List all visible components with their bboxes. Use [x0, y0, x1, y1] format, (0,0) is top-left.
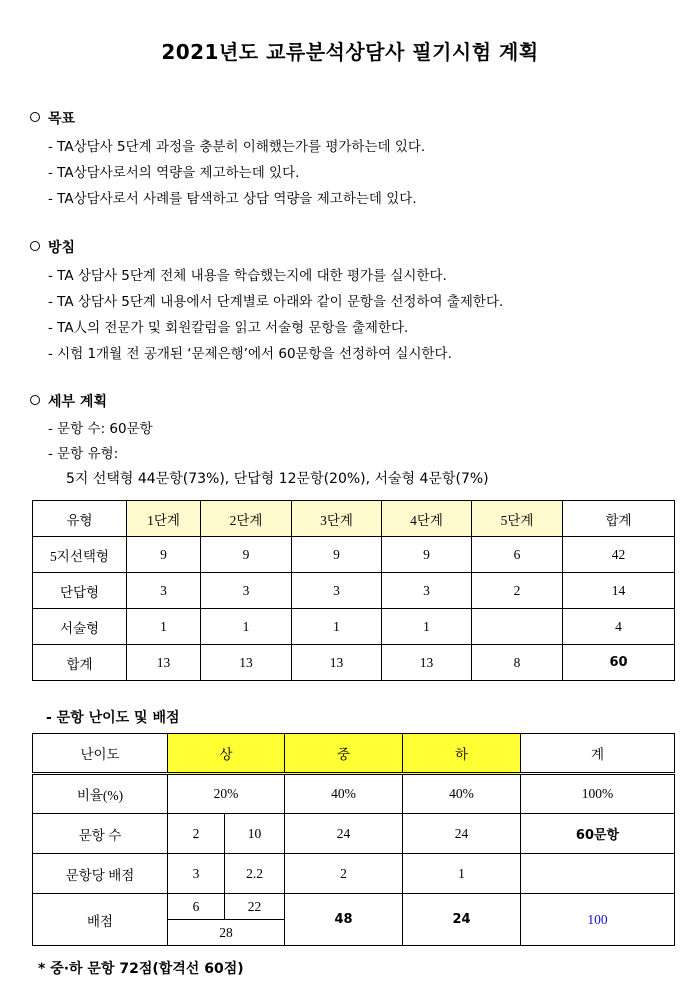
detail-heading: 세부 계획 [30, 391, 107, 411]
header-cell: 3단계 [292, 501, 382, 537]
table-cell: 48 [285, 894, 403, 946]
goal-heading: 목표 [30, 108, 75, 128]
header-cell: 상 [168, 734, 285, 774]
header-cell: 5단계 [472, 501, 563, 537]
table-cell: 40% [285, 774, 403, 814]
circle-bullet-icon [30, 241, 40, 251]
table-row [33, 854, 675, 894]
table-cell: 2 [168, 814, 225, 854]
table-cell: 9 [292, 537, 382, 573]
table-row [33, 774, 675, 814]
detail-count: - 문항 수: 60문항 [48, 421, 153, 437]
table-cell: 2.2 [225, 854, 285, 894]
table-cell: 24 [285, 814, 403, 854]
table-row [33, 814, 675, 854]
policy-item: - 시험 1개월 전 공개된 ‘문제은행’에서 60문항을 선정하여 실시한다. [48, 346, 452, 362]
table-cell: 단답형 [33, 573, 127, 609]
table-cell: 42 [563, 537, 675, 573]
page-title: 2021년도 교류분석상담사 필기시험 계획 [161, 40, 539, 64]
table-cell: 3 [382, 573, 472, 609]
policy-item: - TA 상담사 5단계 전체 내용을 학습했는지에 대한 평가를 실시한다. [48, 268, 447, 284]
table-cell: 14 [563, 573, 675, 609]
policy-heading: 방침 [30, 237, 75, 257]
row-label: 문항당 배점 [33, 854, 168, 894]
goal-item: - TA상담사로서의 역량을 제고하는데 있다. [48, 165, 300, 181]
table-cell [521, 854, 675, 894]
table-cell: 5지선택형 [33, 537, 127, 573]
header-cell: 계 [521, 734, 675, 774]
header-cell: 중 [285, 734, 403, 774]
header-cell: 2단계 [201, 501, 292, 537]
table-cell [472, 609, 563, 645]
table-cell: 40% [403, 774, 521, 814]
goal-item: - TA상담사로서 사례를 탐색하고 상담 역량을 제고하는데 있다. [48, 191, 417, 207]
item-type-table [32, 500, 675, 681]
table-cell: 13 [127, 645, 201, 681]
table-header-row [33, 501, 675, 537]
table-cell: 1 [292, 609, 382, 645]
table-cell: 13 [382, 645, 472, 681]
row-label: 문항 수 [33, 814, 168, 854]
table-cell: 합계 [33, 645, 127, 681]
table-cell: 22 [225, 894, 285, 920]
table-cell: 1 [382, 609, 472, 645]
table-cell: 24 [403, 814, 521, 854]
table-cell: 2 [285, 854, 403, 894]
footnote: * 중·하 문항 72점(합격선 60점) [38, 961, 244, 977]
table-cell: 3 [201, 573, 292, 609]
row-label: 배점 [33, 894, 168, 946]
difficulty-heading: - 문항 난이도 및 배점 [46, 710, 180, 726]
table-cell: 3 [168, 854, 225, 894]
table-cell: 2 [472, 573, 563, 609]
table-cell: 서술형 [33, 609, 127, 645]
table-cell: 28 [168, 920, 285, 946]
header-cell: 유형 [33, 501, 127, 537]
table-cell: 4 [563, 609, 675, 645]
header-cell: 하 [403, 734, 521, 774]
table-cell: 10 [225, 814, 285, 854]
policy-item: - TA人의 전문가 및 회원칼럼을 읽고 서술형 문항을 출제한다. [48, 320, 409, 336]
table-cell: 9 [127, 537, 201, 573]
table-cell: 100% [521, 774, 675, 814]
table-row [33, 894, 675, 920]
table-cell: 8 [472, 645, 563, 681]
header-cell: 4단계 [382, 501, 472, 537]
table-cell: 100 [521, 894, 675, 946]
policy-item: - TA 상담사 5단계 내용에서 단계별로 아래와 같이 문항을 선정하여 출제한다. [48, 294, 504, 310]
row-label: 비율(%) [33, 774, 168, 814]
table-cell: 60문항 [521, 814, 675, 854]
table-cell: 13 [292, 645, 382, 681]
table-cell: 13 [201, 645, 292, 681]
difficulty-table [32, 733, 675, 946]
goal-item: - TA상담사 5단계 과정을 충분히 이해했는가를 평가하는데 있다. [48, 139, 426, 155]
table-cell: 24 [403, 894, 521, 946]
table-row [33, 573, 675, 609]
table-row [33, 609, 675, 645]
table-row [33, 537, 675, 573]
circle-bullet-icon [30, 395, 40, 405]
circle-bullet-icon [30, 112, 40, 122]
table-cell: 6 [472, 537, 563, 573]
table-cell: 1 [127, 609, 201, 645]
table-cell: 1 [403, 854, 521, 894]
table-header-row [33, 734, 675, 774]
table-cell: 60 [563, 645, 675, 681]
detail-type: - 문항 유형: [48, 446, 119, 462]
detail-type-desc: 5지 선택형 44문항(73%), 단답형 12문항(20%), 서술형 4문항(7%) [66, 471, 489, 487]
table-cell: 3 [292, 573, 382, 609]
table-cell: 20% [168, 774, 285, 814]
table-cell: 9 [201, 537, 292, 573]
table-cell: 6 [168, 894, 225, 920]
header-cell: 합계 [563, 501, 675, 537]
table-cell: 1 [201, 609, 292, 645]
header-cell: 1단계 [127, 501, 201, 537]
table-total-row [33, 645, 675, 681]
table-cell: 3 [127, 573, 201, 609]
header-cell: 난이도 [33, 734, 168, 774]
table-cell: 9 [382, 537, 472, 573]
